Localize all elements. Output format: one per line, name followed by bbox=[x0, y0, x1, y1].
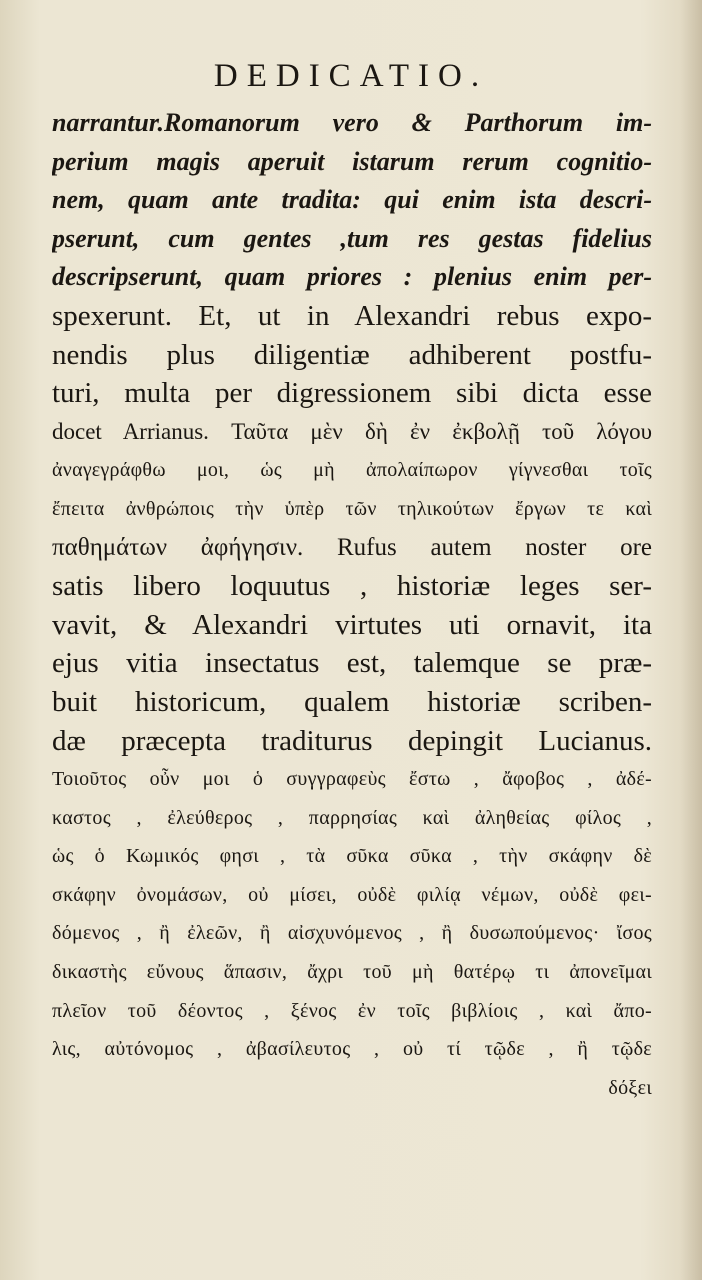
body-text bbox=[52, 104, 652, 1107]
text-line: vavit, & Alexandri virtutes uti ornavit, ita bbox=[52, 608, 652, 641]
text-line: docet Arrianus. Ταῦτα μὲν δὴ ἐν ἐκβολῇ τοῦ λόγου bbox=[52, 418, 652, 444]
text-line: nendis plus diligentiæ adhiberent postfu- bbox=[52, 338, 652, 371]
catchword: δόξει bbox=[608, 1076, 652, 1099]
text-line: ejus vitia insectatus est, talemque se præ- bbox=[52, 647, 652, 680]
greek-line: δόμενος , ἢ ἐλεῶν, ἢ αἰσχυνόμενος , ἢ δυσωπούμενος· ἴσος bbox=[52, 922, 652, 945]
greek-line: ὡς ὁ Κωμικός φησι , τὰ σῦκα σῦκα , τὴν σκάφην δὲ bbox=[52, 845, 652, 868]
text-line: dæ præcepta traditurus depingit Lucianus. bbox=[52, 724, 652, 757]
greek-line: σκάφην ὀνομάσων, οὐ μίσει, οὐδὲ φιλίᾳ νέμων, οὐδὲ φει- bbox=[52, 883, 652, 906]
text-line: narrantur.Romanorum vero & Parthorum im- bbox=[52, 108, 652, 137]
text-line: descripserunt, quam priores : plenius enim per- bbox=[52, 262, 652, 292]
text-line: spexerunt. Et, ut in Alexandri rebus expo- bbox=[52, 299, 652, 332]
text-line: perium magis aperuit istarum rerum cognitio- bbox=[52, 146, 652, 176]
text-line: turi, multa per digressionem sibi dicta esse bbox=[52, 377, 652, 410]
greek-line: λις, αὐτόνομος , ἀβασίλευτος , οὐ τί τῷδε , ἢ τῷδε bbox=[52, 1038, 652, 1061]
text-line: satis libero loquutus , historiæ leges ser- bbox=[52, 570, 652, 603]
greek-line: πλεῖον τοῦ δέοντος , ξένος ἐν τοῖς βιβλίοις , καὶ ἄπο- bbox=[52, 999, 652, 1022]
greek-line: ἀναγεγράφθω μοι, ὡς μὴ ἀπολαίπωρον γίγνεσθαι τοῖς bbox=[52, 459, 652, 482]
text-line: pserunt, cum gentes ,tum res gestas fidelius bbox=[52, 223, 652, 253]
text-line: παθημάτων ἀφήγησιν. Rufus autem noster ore bbox=[52, 533, 652, 561]
text-line: buit historicum, qualem historiæ scriben- bbox=[52, 685, 652, 718]
greek-line: ἔπειτα ἀνθρώποις τὴν ὑπὲρ τῶν τηλικούτων ἔργων τε καὶ bbox=[52, 497, 652, 520]
greek-line: δικαστὴς εὔνους ἅπασιν, ἄχρι τοῦ μὴ θατέρῳ τι ἀπονεῖμαι bbox=[52, 961, 652, 984]
greek-line: Τοιοῦτος οὖν μοι ὁ συγγραφεὺς ἔστω , ἄφοβος , ἀδέ- bbox=[52, 768, 652, 791]
text-line: nem, quam ante tradita: qui enim ista descri- bbox=[52, 185, 652, 215]
page-header: DEDICATIO. bbox=[213, 58, 489, 94]
page-fold-shadow bbox=[680, 0, 702, 1280]
greek-line: καστος , ἐλεύθερος , παρρησίας καὶ ἀληθείας φίλος , bbox=[52, 806, 652, 829]
